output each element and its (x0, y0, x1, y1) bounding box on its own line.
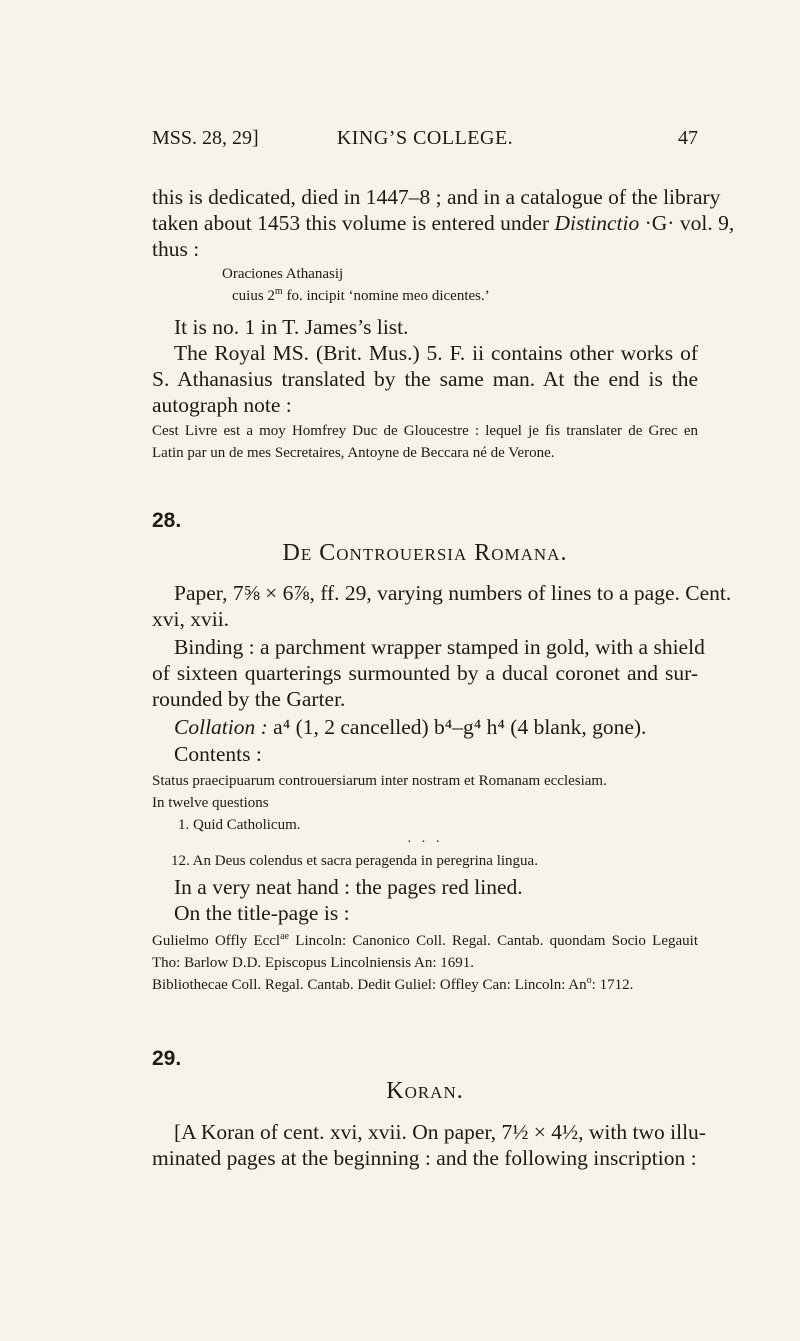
contents-line: In twelve questions (152, 795, 269, 811)
title-page-inscription (152, 930, 698, 996)
quote-line: Oraciones Athanasij (222, 266, 344, 282)
catalogue-quote (222, 263, 702, 307)
text-line: Binding : a parchment wrapper stamped in gold, with a shield (174, 635, 705, 659)
text-line: The Royal MS. (Brit. Mus.) 5. F. ii contains other works of (174, 341, 698, 365)
contents-list (152, 770, 698, 872)
header-left: MSS. 28, 29] (152, 127, 259, 149)
quote-line: cuius 2$^m$ fo. incipit ‘nomine meo dicentes.’ (232, 286, 490, 304)
text-line: of sixteen quarterings surmounted by a ducal coronet and sur- (152, 661, 698, 685)
text-line: S. Athanasius translated by the same man. At the end is the (152, 367, 698, 391)
entry-number-28: 28. (152, 509, 182, 532)
intro-paragraph (152, 184, 735, 262)
contents-item: 1. Quid Catholicum. (178, 817, 301, 833)
james-list-paragraph: It is no. 1 in T. James’s list. (174, 315, 409, 339)
text-line: In a very neat hand : the pages red lined. (174, 875, 523, 899)
text-line: taken about 1453 this volume is entered under Distinctio ·G· vol. 9, (152, 211, 735, 235)
entry-title-29: Koran. (386, 1078, 464, 1104)
contents-line: Status praecipuarum controuersiarum inter nostram et Romanam ecclesiam. (152, 773, 607, 789)
page-number: 47 (678, 127, 698, 149)
inscription-line: Gulielmo Offly Eccl$^{ae}$ Lincoln: Canonico Coll. Regal. Cantab. quondam Socio Legauit (152, 931, 698, 949)
note-line: Latin par un de mes Secretaires, Antoyne de Beccara né de Verone. (152, 445, 555, 461)
binding-description (152, 634, 705, 712)
text-line: Paper, 7⅝ × 6⅞, ff. 29, varying numbers of lines to a page. Cent. (174, 581, 732, 605)
note-line: Cest Livre est a moy Homfrey Duc de Gloucestre : lequel je fis translater de Grec en (152, 423, 698, 439)
inscription-line: Tho: Barlow D.D. Episcopus Lincolniensis An: 1691. (152, 955, 475, 971)
inscription-line: Bibliothecae Coll. Regal. Cantab. Dedit Guliel: Offley Can: Lincoln: An$^o$: 1712. (152, 975, 634, 993)
text-line: [A Koran of cent. xvi, xvii. On paper, 7½ × 4½, with two illu- (174, 1120, 706, 1144)
contents-heading: Contents : (174, 742, 262, 766)
ellipsis-dots: · · · (407, 835, 443, 850)
autograph-note (152, 420, 698, 464)
contents-item: 12. An Deus colendus et sacra peragenda in peregrina lingua. (171, 853, 538, 869)
collation-text: a⁴ (1, 2 cancelled) b⁴–g⁴ h⁴ (4 blank, gone). (267, 715, 647, 739)
header-center: KING’S COLLEGE. (336, 127, 514, 149)
text-line: thus : (152, 237, 200, 261)
text-line: minated pages at the beginning : and the following inscription : (152, 1146, 697, 1170)
collation (152, 714, 698, 740)
collation-label: Collation : (174, 715, 268, 739)
entry-title-28: De Controuersia Romana. (282, 540, 568, 566)
text-line: On the title-page is : (174, 901, 350, 925)
entry-number-29: 29. (152, 1047, 182, 1070)
text-line: rounded by the Garter. (152, 687, 346, 711)
paper-description (152, 580, 732, 632)
running-header (152, 127, 698, 157)
text-line: xvi, xvii. (152, 607, 230, 631)
royal-ms-paragraph (152, 340, 698, 418)
text-line: autograph note : (152, 393, 292, 417)
koran-description (152, 1119, 706, 1171)
hand-paragraph (152, 874, 698, 926)
text-line: this is dedicated, died in 1447–8 ; and in a catalogue of the library (152, 185, 721, 209)
